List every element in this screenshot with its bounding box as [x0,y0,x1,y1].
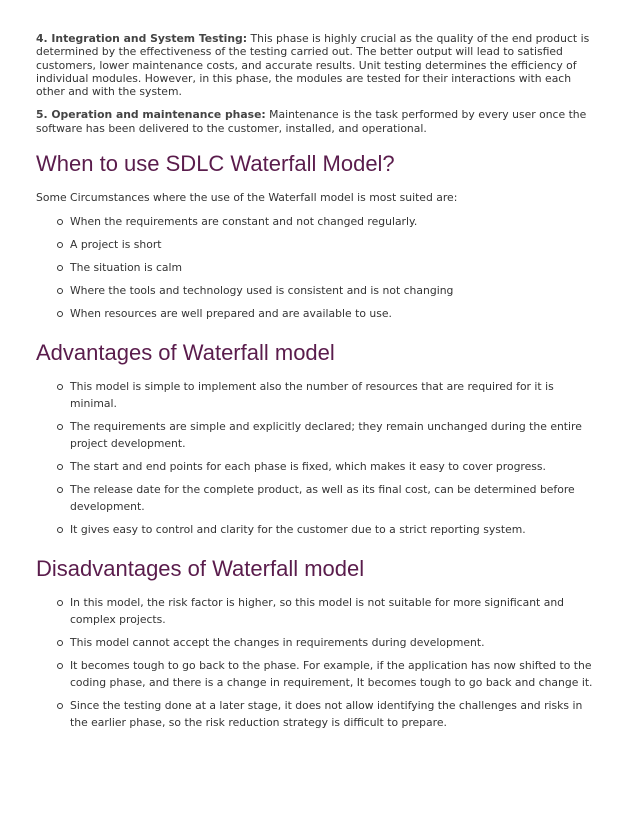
circle-bullet-icon [57,384,63,390]
when-to-use-list [36,213,602,322]
list-item: The requirements are simple and explicitly declared; they remain unchanged during the entire project development. [70,418,602,452]
list-item: It becomes tough to go back to the phase. For example, if the application has now shifted to the coding phase, and there is a change in requirement, It becomes tough to go back and change it. [70,657,602,691]
paragraph-label: 4. Integration and System Testing: [36,32,248,45]
advantages-heading: Advantages of Waterfall model [36,340,335,366]
list-item: It gives easy to control and clarity for the customer due to a strict reporting system. [70,521,602,538]
circle-bullet-icon [57,464,63,470]
circle-bullet-icon [57,703,63,709]
circle-bullet-icon [57,640,63,646]
circle-bullet-icon [57,600,63,606]
list-item: When the requirements are constant and not changed regularly. [70,213,602,230]
list-item: When resources are well prepared and are available to use. [70,305,602,322]
paragraph-label: 5. Operation and maintenance phase: [36,108,266,122]
list-item: The situation is calm [70,259,602,276]
advantages-list [36,378,602,538]
list-item: This model is simple to implement also the number of resources that are required for it is minimal. [70,378,602,412]
paragraph-text: Maintenance is the task performed by every user once the software has been delivered to the customer, installed, and operational. [36,108,587,135]
disadvantages-list [36,594,602,731]
disadvantages-heading: Disadvantages of Waterfall model [36,556,365,582]
list-item: This model cannot accept the changes in requirements during development. [70,634,602,651]
when-to-use-heading: When to use SDLC Waterfall Model? [36,151,395,177]
integration-testing-paragraph [36,32,602,98]
circle-bullet-icon [57,663,63,669]
when-to-use-intro: Some Circumstances where the use of the Waterfall model is most suited are: [36,191,458,205]
list-item: Where the tools and technology used is consistent and is not changing [70,282,602,299]
operation-maintenance-paragraph [36,108,602,135]
circle-bullet-icon [57,265,63,271]
circle-bullet-icon [57,527,63,533]
list-item: The release date for the complete product, as well as its final cost, can be determined before development. [70,481,602,515]
list-item: The start and end points for each phase is fixed, which makes it easy to cover progress. [70,458,602,475]
circle-bullet-icon [57,242,63,248]
circle-bullet-icon [57,288,63,294]
circle-bullet-icon [57,219,63,225]
circle-bullet-icon [57,311,63,317]
paragraph-text: This phase is highly crucial as the quality of the end product is determined by the effectiveness of the testing carried out. The better output will lead to satisfied customers, lower maintenance costs, and accurate results. Unit testing determines the efficiency of individual modules. However, in this phase, the modules are tested for their interactions with each other and with the system. [36,32,590,99]
list-item: In this model, the risk factor is higher, so this model is not suitable for more significant and complex projects. [70,594,602,628]
circle-bullet-icon [57,487,63,493]
list-item: Since the testing done at a later stage, it does not allow identifying the challenges and risks in the earlier phase, so the risk reduction strategy is difficult to prepare. [70,697,602,731]
list-item: A project is short [70,236,602,253]
circle-bullet-icon [57,424,63,430]
